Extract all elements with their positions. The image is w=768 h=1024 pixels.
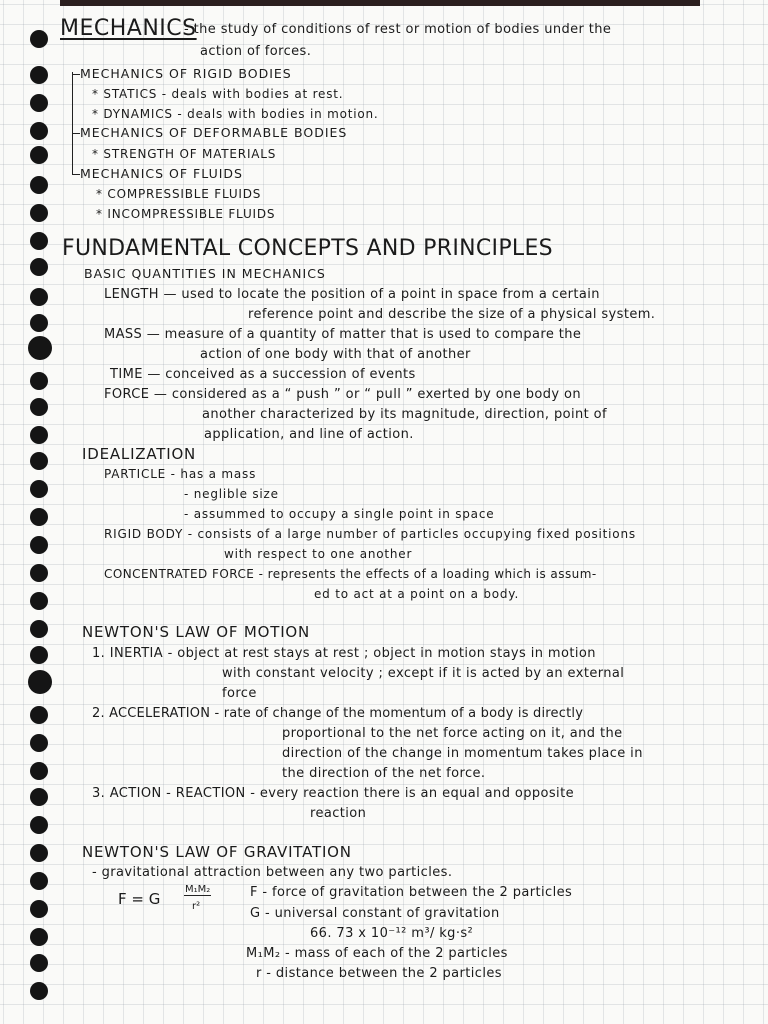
binder-hole (30, 452, 48, 470)
force-definition: FORCE — considered as a “ push ” or “ pull ” exerted by one body on (104, 387, 581, 402)
binder-hole (30, 646, 48, 664)
idealization-heading: IDEALIZATION (82, 445, 197, 463)
binder-hole (30, 592, 48, 610)
tree-branch (72, 174, 80, 175)
mass-definition: MASS — measure of a quantity of matter that is used to compare the (104, 327, 582, 342)
f-definition: F - force of gravitation between the 2 particles (250, 885, 573, 900)
binder-hole (30, 872, 48, 890)
binder-hole (30, 928, 48, 946)
compressible-item: * COMPRESSIBLE FLUIDS (96, 187, 262, 201)
mechanics-definition-cont: action of forces. (200, 44, 312, 59)
law-of-gravitation-heading: NEWTON'S LAW OF GRAVITATION (82, 843, 352, 861)
formula-numerator: M₁M₂ (185, 884, 211, 895)
rigid-body-definition-cont: with respect to one another (224, 547, 413, 561)
basic-quantities-heading: BASIC QUANTITIES IN MECHANICS (84, 266, 326, 281)
tree-branch (72, 133, 80, 134)
law-of-motion-heading: NEWTON'S LAW OF MOTION (82, 623, 311, 641)
length-definition-cont: reference point and describe the size of a physical system. (248, 307, 656, 322)
tree-branch (72, 74, 80, 75)
acceleration-definition-cont2: direction of the change in momentum takes place in (282, 746, 643, 761)
g-value: 66. 73 x 10⁻¹² m³/ kg·s² (310, 926, 474, 941)
binder-hole (30, 620, 48, 638)
gravitation-formula (118, 886, 258, 916)
r-definition: r - distance between the 2 particles (256, 966, 502, 981)
acceleration-definition-cont: proportional to the net force acting on it, and the (282, 726, 623, 741)
binder-hole (30, 900, 48, 918)
top-edge-band (60, 0, 700, 6)
time-definition: TIME — conceived as a succession of events (110, 367, 416, 382)
action-reaction-definition-cont: reaction (310, 806, 367, 821)
binder-hole (30, 372, 48, 390)
statics-item: * STATICS - deals with bodies at rest. (92, 87, 344, 101)
binder-hole (30, 204, 48, 222)
mechanics-title: MECHANICS (60, 16, 197, 41)
inertia-definition: 1. INERTIA - object at rest stays at rest ; object in motion stays in motion (92, 646, 596, 661)
binder-hole (30, 734, 48, 752)
binder-hole (30, 426, 48, 444)
length-definition: LENGTH — used to locate the position of a point in space from a certain (104, 287, 600, 302)
binder-hole (30, 146, 48, 164)
action-reaction-definition: 3. ACTION - REACTION - every reaction there is an equal and opposite (92, 786, 574, 801)
binder-hole (30, 536, 48, 554)
deformable-bodies-heading: MECHANICS OF DEFORMABLE BODIES (80, 125, 348, 140)
force-definition-cont2: application, and line of action. (204, 427, 414, 442)
inertia-definition-cont: with constant velocity ; except if it is acted by an external (222, 666, 625, 681)
acceleration-definition: 2. ACCELERATION - rate of change of the momentum of a body is directly (92, 706, 584, 721)
binder-hole (30, 844, 48, 862)
strength-item: * STRENGTH OF MATERIALS (92, 147, 277, 161)
binder-hole (30, 564, 48, 582)
binder-hole (30, 982, 48, 1000)
binder-hole (30, 706, 48, 724)
g-definition: G - universal constant of gravitation (250, 906, 500, 921)
binder-hole (30, 816, 48, 834)
binder-hole (30, 122, 48, 140)
incompressible-item: * INCOMPRESSIBLE FLUIDS (96, 207, 276, 221)
particle-definition-cont2: - assummed to occupy a single point in space (184, 507, 495, 521)
formula-left-side: F = G (118, 890, 161, 908)
mass-definition-cont: action of one body with that of another (200, 347, 471, 362)
binder-hole (30, 954, 48, 972)
binder-hole (30, 508, 48, 526)
rigid-body-definition: RIGID BODY - consists of a large number of particles occupying fixed positions (104, 527, 636, 541)
binder-hole (30, 66, 48, 84)
gravitation-intro: - gravitational attraction between any two particles. (92, 865, 453, 880)
particle-definition-cont: - neglible size (184, 487, 279, 501)
rigid-bodies-heading: MECHANICS OF RIGID BODIES (80, 66, 292, 81)
binder-hole (30, 258, 48, 276)
concentrated-force-definition: CONCENTRATED FORCE - represents the effects of a loading which is assum- (104, 567, 597, 581)
binder-hole (30, 176, 48, 194)
binder-hole (30, 288, 48, 306)
binder-hole (30, 788, 48, 806)
binder-hole (30, 480, 48, 498)
formula-denominator: r² (192, 901, 201, 912)
inertia-definition-cont2: force (222, 686, 257, 701)
fluids-heading: MECHANICS OF FLUIDS (80, 166, 243, 181)
binder-hole (30, 232, 48, 250)
tree-bracket-line (72, 72, 73, 175)
binder-hole (30, 314, 48, 332)
mass-symbols-definition: M₁M₂ - mass of each of the 2 particles (246, 946, 508, 961)
mechanics-definition: - the study of conditions of rest or motion of bodies under the (184, 22, 612, 37)
binder-hole (28, 336, 52, 360)
binder-hole (30, 94, 48, 112)
concentrated-force-definition-cont: ed to act at a point on a body. (314, 587, 520, 601)
dynamics-item: * DYNAMICS - deals with bodies in motion. (92, 107, 379, 121)
particle-definition: PARTICLE - has a mass (104, 467, 257, 481)
force-definition-cont: another characterized by its magnitude, direction, point of (202, 407, 607, 422)
binder-hole (28, 670, 52, 694)
binder-hole (30, 30, 48, 48)
binder-hole (30, 398, 48, 416)
fundamentals-title: FUNDAMENTAL CONCEPTS AND PRINCIPLES (62, 236, 553, 261)
acceleration-definition-cont3: the direction of the net force. (282, 766, 486, 781)
binder-hole (30, 762, 48, 780)
